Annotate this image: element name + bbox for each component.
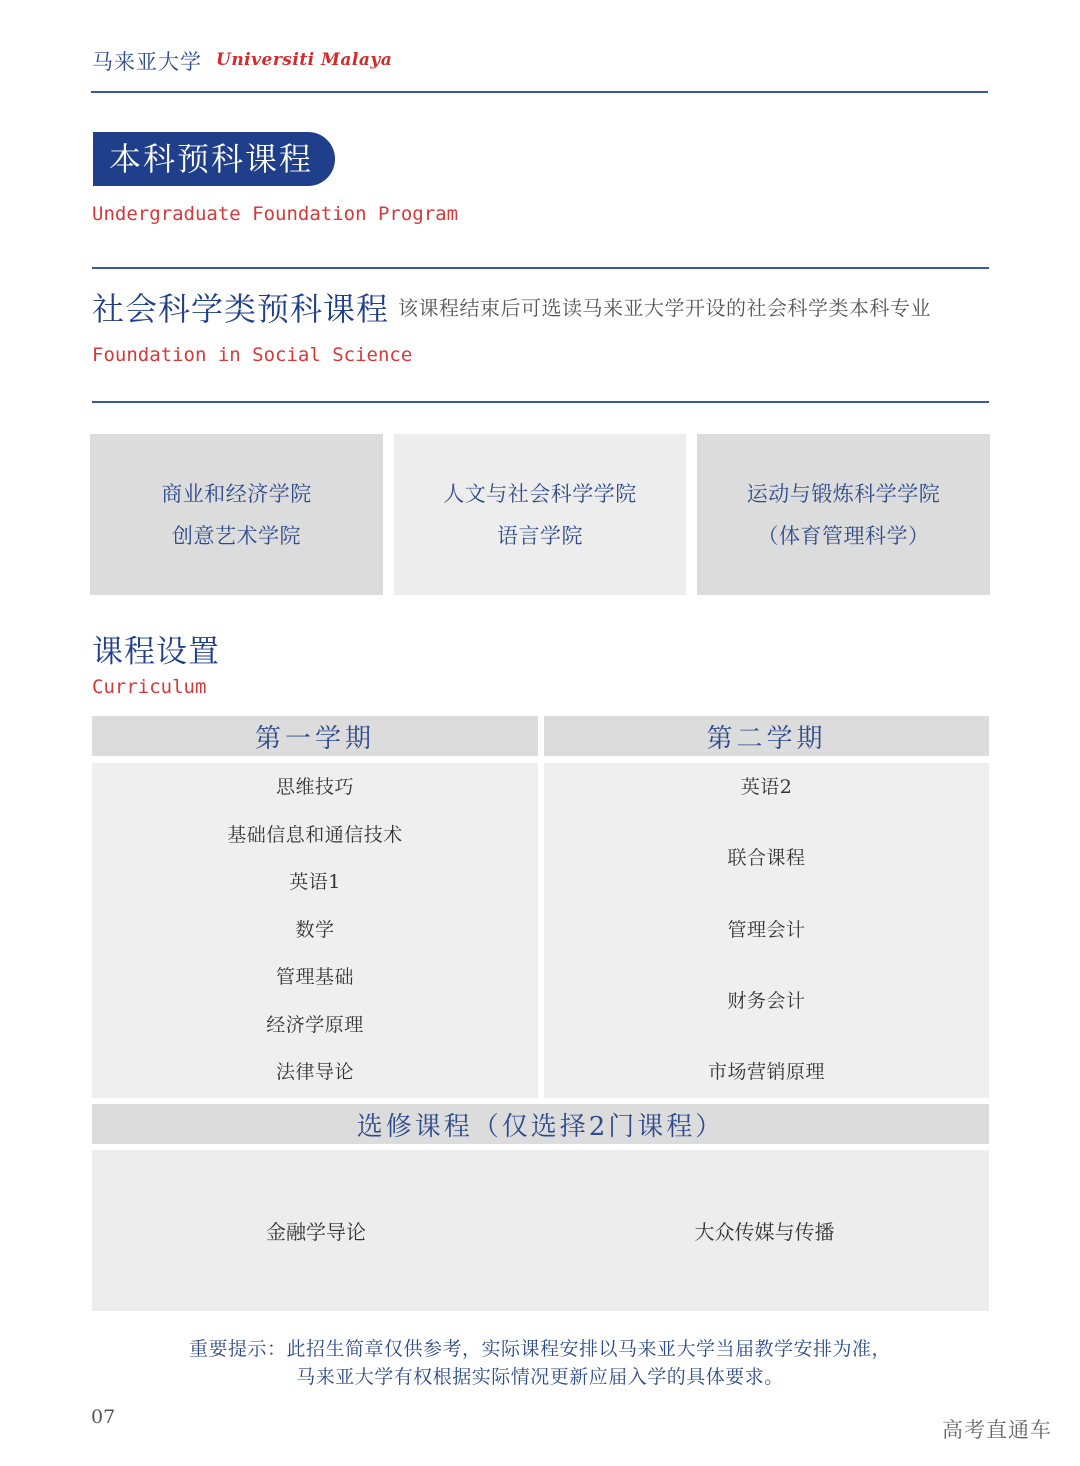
course-item: 管理会计 <box>727 918 806 941</box>
notice-line: 马来亚大学有权根据实际情况更新应届入学的具体要求。 <box>296 1366 784 1388</box>
section-title-en: Foundation in Social Science <box>92 344 413 366</box>
program-title-pill: 本科预科课程 <box>93 132 335 186</box>
electives-header: 选修课程（仅选择2门课程） <box>92 1104 989 1144</box>
university-name-cn: 马来亚大学 <box>92 50 202 74</box>
important-notice <box>0 1335 1080 1391</box>
course-item: 市场营销原理 <box>707 1061 825 1083</box>
watermark: 高考直通车 <box>942 1418 1052 1442</box>
curriculum-title-en: Curriculum <box>92 676 207 698</box>
semester-1-header: 第一学期 <box>92 716 538 756</box>
course-item: 财务会计 <box>727 989 806 1012</box>
course-item: 联合课程 <box>727 847 806 870</box>
section-divider-top <box>92 267 989 269</box>
course-item: 基础信息和通信技术 <box>227 823 403 846</box>
course-item: 英语1 <box>289 871 341 893</box>
elective-item: 大众传媒与传播 <box>694 1220 835 1244</box>
faculty-name: 创意艺术学院 <box>172 523 301 548</box>
course-item: 管理基础 <box>275 966 354 988</box>
faculty-box <box>394 434 686 595</box>
course-item: 经济学原理 <box>266 1013 364 1036</box>
page-number: 07 <box>91 1406 116 1428</box>
course-item: 思维技巧 <box>275 776 354 798</box>
faculty-box <box>90 434 383 595</box>
semester-2-courses <box>544 763 989 1098</box>
faculty-name: 商业和经济学院 <box>161 481 312 506</box>
notice-line: 重要提示：此招生简章仅供参考，实际课程安排以马来亚大学当届教学安排为准， <box>188 1338 891 1360</box>
faculty-box <box>697 434 990 595</box>
curriculum-title: 课程设置 <box>92 634 220 670</box>
section-title: 社会科学类预科课程 <box>92 290 390 328</box>
course-item: 数学 <box>295 918 335 941</box>
electives-courses <box>92 1150 989 1311</box>
header-divider <box>91 91 988 93</box>
semester-1-courses <box>92 763 538 1098</box>
section-divider-bottom <box>92 401 989 403</box>
university-name-en: Universiti Malaya <box>216 50 393 70</box>
section-description: 该课程结束后可选读马来亚大学开设的社会科学类本科专业 <box>398 296 931 320</box>
program-title-en: Undergraduate Foundation Program <box>92 203 459 225</box>
faculty-name: 运动与锻炼科学学院 <box>746 481 941 506</box>
faculty-name: 人文与社会科学学院 <box>443 481 637 506</box>
faculty-name: 语言学院 <box>497 523 583 548</box>
elective-item: 金融学导论 <box>266 1220 366 1244</box>
semester-2-header: 第二学期 <box>544 716 989 756</box>
course-item: 法律导论 <box>275 1061 354 1083</box>
course-item: 英语2 <box>740 776 793 798</box>
faculty-name: （体育管理科学） <box>757 523 930 548</box>
